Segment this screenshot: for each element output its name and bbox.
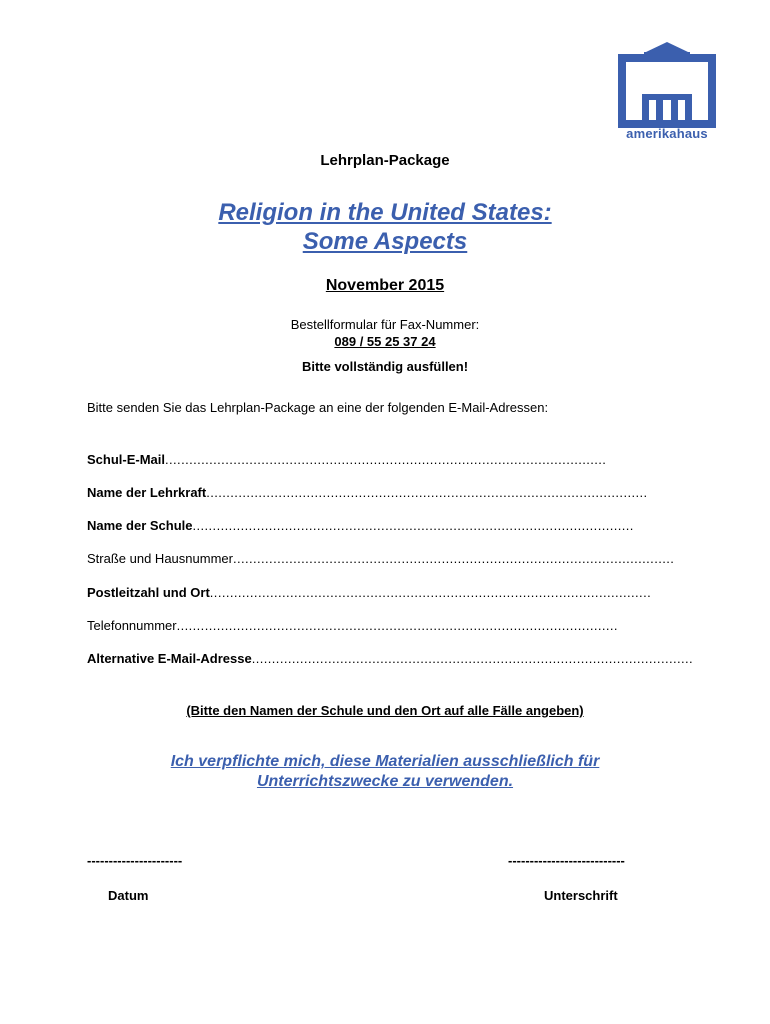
field-label: Alternative E-Mail-Adresse [87, 651, 252, 666]
usage-commitment [0, 752, 770, 792]
fill-dots: .............................................................................................................. [251, 651, 694, 666]
building-icon [618, 40, 716, 126]
signature-label: Unterschrift [544, 888, 618, 903]
fill-dots: .............................................................................................................. [232, 551, 675, 566]
fill-instruction: Bitte vollständig ausfüllen! [301, 359, 469, 374]
field-label: Name der Schule [87, 518, 193, 533]
title-line-1: Religion in the United States: [218, 199, 552, 226]
field-label: Straße und Hausnummer [87, 551, 233, 566]
package-heading: Lehrplan-Package [320, 152, 450, 169]
date-label: Datum [108, 888, 149, 903]
fill-dots: .............................................................................................................. [209, 585, 652, 600]
title-line-2: Some Aspects [302, 228, 468, 255]
field-alt-email[interactable] [87, 651, 694, 666]
fax-block [0, 316, 770, 350]
field-phone[interactable] [87, 618, 618, 633]
date-line: ---------------------- [87, 853, 183, 868]
field-school-email[interactable] [87, 452, 607, 467]
field-postal-city[interactable] [87, 585, 652, 600]
field-label: Schul-E-Mail [87, 452, 166, 467]
intro-text: Bitte senden Sie das Lehrplan-Package an eine der folgenden E-Mail-Adressen: [87, 400, 549, 415]
field-label: Telefonnummer [87, 618, 177, 633]
document-date: November 2015 [325, 277, 445, 294]
fax-label: Bestellformular für Fax-Nummer: [290, 317, 480, 332]
fill-dots: .............................................................................................................. [206, 485, 648, 500]
logo-text: amerikahaus [626, 126, 708, 141]
fill-dots: .............................................................................................................. [192, 518, 634, 533]
commitment-line-1: Ich verpflichte mich, diese Materialien ausschließlich für [170, 753, 600, 770]
field-label: Name der Lehrkraft [87, 485, 207, 500]
fill-dots: .............................................................................................................. [165, 452, 607, 467]
field-school-name[interactable] [87, 518, 634, 533]
amerikahaus-logo [618, 40, 716, 145]
document-title [0, 198, 770, 256]
commitment-line-2: Unterrichtszwecke zu verwenden. [256, 773, 514, 790]
field-label: Postleitzahl und Ort [87, 585, 210, 600]
signature-line: --------------------------- [508, 853, 625, 868]
school-note: (Bitte den Namen der Schule und den Ort auf alle Fälle angeben) [186, 703, 584, 718]
fill-dots: .............................................................................................................. [176, 618, 618, 633]
field-teacher-name[interactable] [87, 485, 648, 500]
field-street[interactable] [87, 551, 675, 566]
fax-number: 089 / 55 25 37 24 [334, 334, 436, 349]
